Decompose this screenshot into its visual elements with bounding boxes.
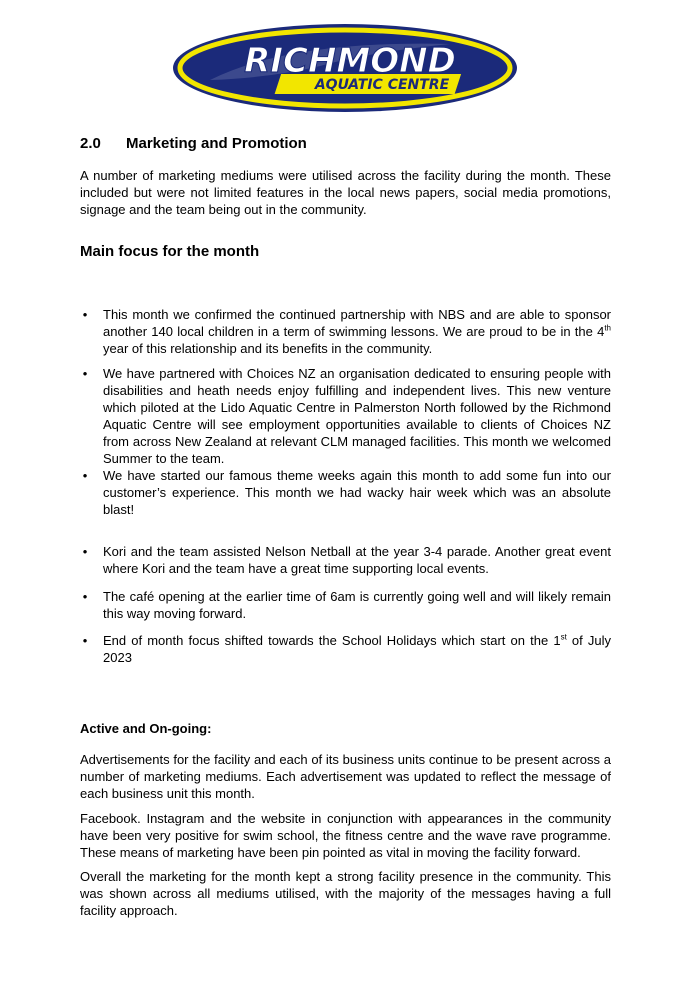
logo-subtitle: AQUATIC CENTRE: [314, 77, 450, 93]
ongoing-paragraph: Facebook. Instagram and the website in conjunction with appearances in the community have been very positive for swim school, the fitness centre and the wave rave programme. These means of marketing have been pin pointed as vital in moving the facility forward.: [80, 811, 611, 860]
logo-wordmark: RICHMOND: [244, 41, 456, 81]
ongoing-paragraph: Overall the marketing for the month kept a strong facility presence in the community. This was shown across all mediums utilised, with the majority of the messages having a full facility approach.: [80, 869, 611, 918]
focus-heading: Main focus for the month: [80, 243, 260, 260]
bullet-icon: •: [82, 366, 88, 381]
bullet-icon: •: [82, 544, 88, 559]
section-heading: [80, 135, 307, 152]
bullet-text: End of month focus shifted towards the School Holidays which start on the 1st of July 2023: [103, 632, 612, 665]
bullet-item: [80, 306, 611, 357]
bullet-item: [80, 365, 611, 466]
bullet-text: Kori and the team assisted Nelson Netball at the year 3-4 parade. Another great event where Kori and the team have a great time supporting local events.: [103, 544, 611, 576]
bullet-item: [80, 543, 611, 577]
bullet-icon: •: [82, 633, 88, 648]
bullet-text: We have started our famous theme weeks again this month to add some fun into our customer’s experience. This month we had wacky hair week which was an absolute blast!: [103, 468, 611, 517]
bullet-text: This month we confirmed the continued partnership with NBS and are able to sponsor another 140 local children in a term of swimming lessons. We are proud to be in the 4th year of this relationship and its benefits in the community.: [103, 307, 611, 356]
bullet-icon: •: [82, 468, 88, 483]
ongoing-heading: Active and On-going:: [80, 721, 212, 736]
bullet-text: The café opening at the earlier time of 6am is currently going well and will likely remain this way moving forward.: [103, 589, 611, 621]
bullet-item: [80, 588, 611, 622]
bullet-icon: •: [82, 589, 88, 604]
intro-paragraph: A number of marketing mediums were utilised across the facility during the month. These included but were not limited features in the local news papers, social media promotions, signage and the team being out in the community.: [80, 168, 611, 217]
richmond-aquatic-centre-logo: [170, 22, 520, 114]
bullet-item: [80, 467, 611, 517]
bullet-text: We have partnered with Choices NZ an organisation dedicated to ensuring people with disabilities and heath needs enjoy fulfilling and independent lives. This new venture which piloted at the Lido Aquatic Centre in Palmerston North followed by the Richmond Aquatic Centre will see employment opportunities available to clients of Choices NZ from across New Zealand at relevant CLM managed facilities. This month we welcomed Summer to the team.: [103, 366, 611, 466]
ongoing-paragraph: Advertisements for the facility and each of its business units continue to be present across a number of marketing mediums. Each advertisement was updated to reflect the message of each business unit this month.: [80, 752, 611, 801]
section-number: 2.0: [80, 135, 101, 152]
bullet-item: [80, 632, 611, 666]
section-title: Marketing and Promotion: [126, 135, 307, 152]
bullet-icon: •: [82, 307, 88, 322]
